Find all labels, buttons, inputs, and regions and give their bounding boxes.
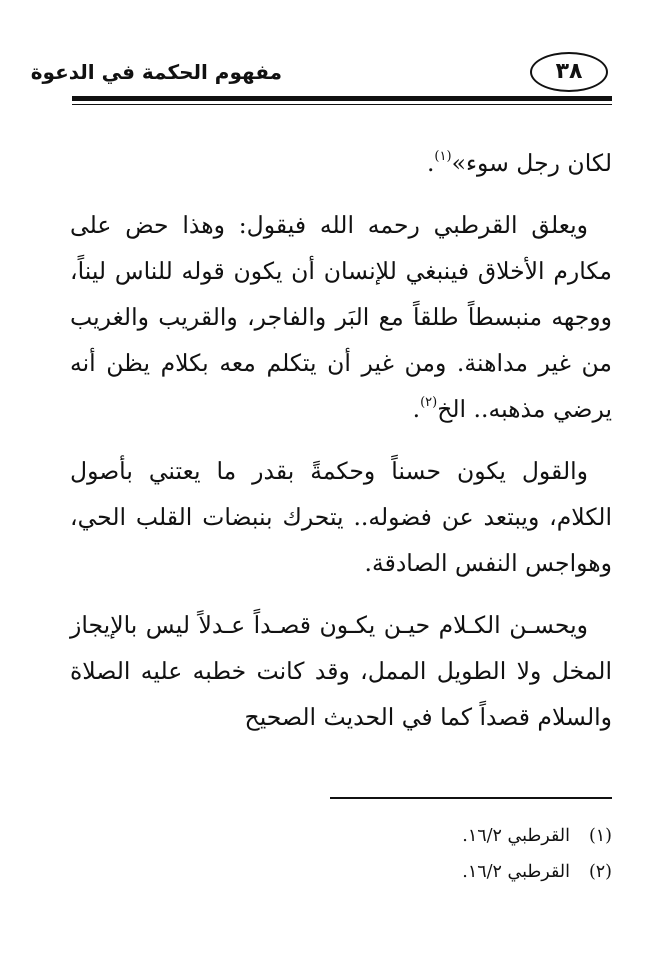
footnote-ref-2: (٢) — [420, 395, 438, 410]
footnote-1 — [462, 818, 612, 854]
header-rule-thin — [72, 104, 612, 105]
page-header — [30, 46, 612, 94]
page-title: مفهوم الحكمة في الدعوة — [30, 60, 282, 84]
footnote-1-number: (١) — [588, 826, 612, 846]
footnote-separator — [330, 797, 612, 799]
paragraph-1 — [70, 140, 612, 186]
header-rule-thick — [72, 96, 612, 101]
footnote-2 — [462, 854, 612, 890]
paragraph-2 — [70, 202, 612, 432]
footnote-1-text: القرطبي ١٦/٢. — [462, 826, 570, 846]
paragraph-1-end: . — [426, 149, 435, 177]
paragraph-1-text: لكان رجل سوء» — [451, 149, 612, 177]
paragraph-4: ويحسـن الكـلام حيـن يكـون قصـداً عـدلاً ليس بالإيجاز المخل ولا الطويل الممل، وقد كانت خطبه عليه الصلاة والسلام قصداً كما في الحديث الصحيح — [70, 611, 612, 731]
paragraph-3: والقول يكون حسناً وحكمةً بقدر ما يعتني بأصول الكلام، ويبتعد عن فضوله.. يتحرك بنبضات القلب الحي، وهواجس النفس الصادقة. — [70, 457, 612, 577]
paragraph-2-text: ويعلق القرطبي رحمه الله فيقول: وهذا حض على مكارم الأخلاق فينبغي للإنسان أن يكون قوله للناس ليناً، ووجهه منبسطاً طلقاً مع البَر والفاجر، والقريب والغريب من غير مداهنة. ومن غير أن يتكلم معه بكلام يظن أنه يرضي مذهبه.. الخ — [70, 211, 612, 423]
footnote-2-text: القرطبي ١٦/٢. — [462, 862, 570, 882]
footnote-2-number: (٢) — [588, 862, 612, 882]
paragraph-2-end: . — [412, 395, 421, 423]
footnotes — [462, 818, 612, 890]
page-number: ٣٨ — [530, 52, 608, 92]
footnote-ref-1: (١) — [434, 149, 452, 164]
body-text — [70, 140, 612, 740]
